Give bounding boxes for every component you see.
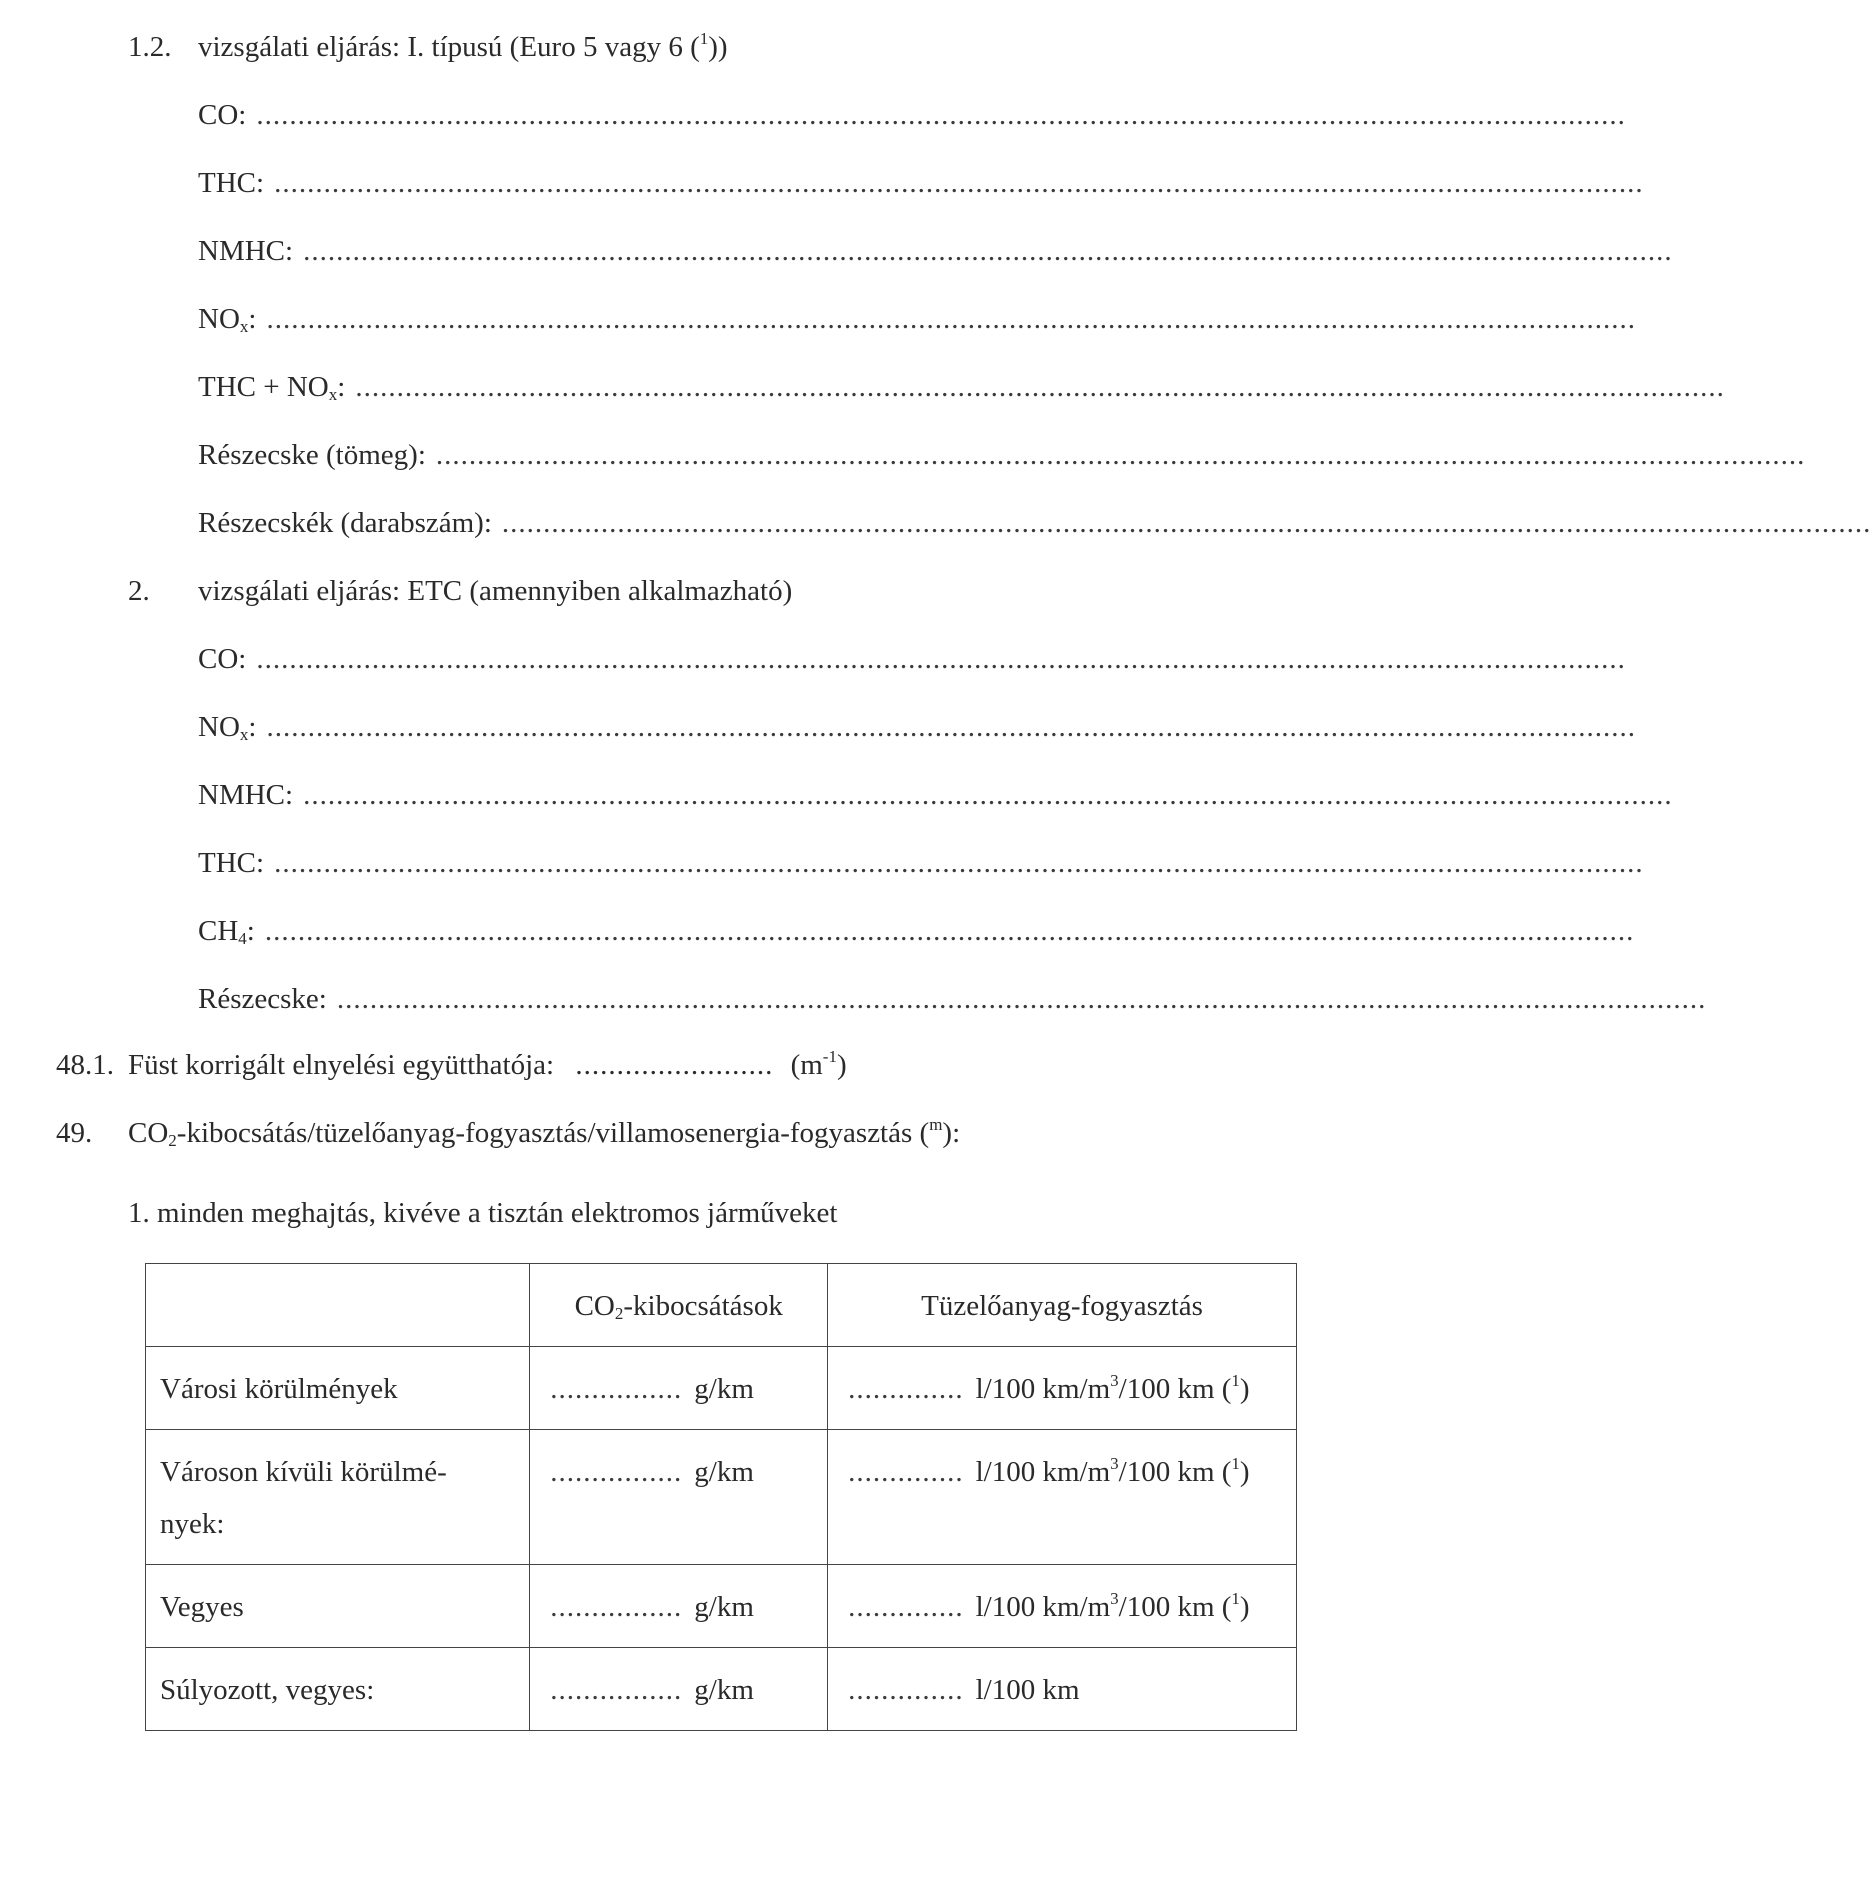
fill-in-dots: ...................................................................................................................................................................... xyxy=(336,983,1707,1015)
fill-in-dots: ...................................................................................................................................................................... xyxy=(501,507,1871,539)
subsection-title: 1. minden meghajtás, kivéve a tisztán elektromos járműveket xyxy=(128,1197,838,1229)
etc-nmhc-field[interactable] xyxy=(198,778,1673,812)
field-label: THC: xyxy=(198,847,265,879)
table-row xyxy=(146,1347,1297,1430)
unit-label: $(m^{-1})$ xyxy=(790,1047,847,1081)
co2-value-cell[interactable]: ................ g/km xyxy=(530,1347,828,1430)
etc-co-field[interactable] xyxy=(198,642,1626,676)
particulate-mass-field[interactable] xyxy=(198,438,1806,472)
field-label: NMHC: xyxy=(198,235,294,267)
etc-nox-field[interactable] xyxy=(198,710,1636,744)
fill-in-dots: ...................................................................................................................................................................... xyxy=(266,303,1636,335)
field-label: Részecske (tömeg): xyxy=(198,439,426,471)
nmhc-field[interactable] xyxy=(198,234,1673,268)
etc-particulate-field[interactable] xyxy=(198,982,1707,1016)
section-title: $CO_2-kibocsátás/tüzelőanyag-fogyasztás/villamosenergia$-fogyasztás ($^m$): xyxy=(128,1115,961,1150)
fuel-value-cell[interactable]: .............. l/100 $km/m^3/100$ km ($^1$) xyxy=(828,1347,1297,1430)
etc-ch4-field[interactable] xyxy=(198,914,1635,948)
section-number: 1.2. xyxy=(128,31,172,63)
table-header-fuel: Tüzelőanyag-fogyasztás xyxy=(828,1264,1297,1347)
fill-in-dots: ...................................................................................................................................................................... xyxy=(274,167,1644,199)
thc-field[interactable] xyxy=(198,166,1644,200)
field-label: NMHC: xyxy=(198,779,294,811)
table-header-co2: $CO_2$-kibocsátások xyxy=(530,1264,828,1347)
field-label: Füst korrigált elnyelési együtthatója: xyxy=(128,1049,555,1081)
table-row xyxy=(146,1648,1297,1731)
fill-in-dots: ...................................................................................................................................................................... xyxy=(256,99,1626,131)
section-title: vizsgálati eljárás: I. típusú (Euro 5 vagy 6 ($^1$)) xyxy=(198,29,728,63)
field-label: $NO_x$: xyxy=(198,711,257,744)
fill-in-dots: ........................ xyxy=(575,1049,774,1081)
thc-nox-field[interactable] xyxy=(198,370,1725,404)
field-label: Részecskék (darabszám): xyxy=(198,507,492,539)
field-label: Részecske: xyxy=(198,983,327,1015)
fill-in-dots: ...................................................................................................................................................................... xyxy=(355,371,1725,403)
smoke-absorption-field[interactable] xyxy=(128,1048,847,1082)
table-header-row xyxy=(146,1264,1297,1347)
fuel-value-cell[interactable]: .............. l/100 $km/m^3/100$ km ($^1$) xyxy=(828,1430,1297,1565)
fill-in-dots: ...................................................................................................................................................................... xyxy=(435,439,1806,471)
fill-in-dots: ...................................................................................................................................................................... xyxy=(303,235,1673,267)
table-header-empty xyxy=(146,1264,530,1347)
fill-in-dots: ...................................................................................................................................................................... xyxy=(303,779,1673,811)
field-label: $CH_4$: xyxy=(198,915,255,948)
table-row xyxy=(146,1430,1297,1565)
fill-in-dots: ...................................................................................................................................................................... xyxy=(274,847,1644,879)
field-label: CO: xyxy=(198,99,247,131)
co2-value-cell[interactable]: ................ g/km xyxy=(530,1565,828,1648)
co-field[interactable] xyxy=(198,98,1626,132)
fill-in-dots: ...................................................................................................................................................................... xyxy=(266,711,1636,743)
section-number: 2. xyxy=(128,575,150,607)
row-label: Városi körülmények xyxy=(146,1347,530,1430)
fill-in-dots: ...................................................................................................................................................................... xyxy=(256,643,1626,675)
row-label: Súlyozott, vegyes: xyxy=(146,1648,530,1731)
fuel-value-cell[interactable]: .............. l/100 km xyxy=(828,1648,1297,1731)
field-label: $NO_x$: xyxy=(198,303,257,336)
section-title: vizsgálati eljárás: ETC (amennyiben alkalmazható) xyxy=(198,575,793,607)
nox-field[interactable] xyxy=(198,302,1636,336)
fill-in-dots: ...................................................................................................................................................................... xyxy=(264,915,1635,947)
section-number: 48.1. xyxy=(56,1049,114,1081)
co2-value-cell[interactable]: ................ g/km xyxy=(530,1430,828,1565)
particle-number-field[interactable] xyxy=(198,506,1871,540)
fuel-value-cell[interactable]: .............. l/100 $km/m^3/100$ km ($^1$) xyxy=(828,1565,1297,1648)
field-label: THC + $NO_x$: xyxy=(198,371,346,404)
field-label: CO: xyxy=(198,643,247,675)
etc-thc-field[interactable] xyxy=(198,846,1644,880)
co2-fuel-table xyxy=(145,1263,1297,1731)
co2-value-cell[interactable]: ................ g/km xyxy=(530,1648,828,1731)
table-row xyxy=(146,1565,1297,1648)
section-number: 49. xyxy=(56,1117,93,1149)
field-label: THC: xyxy=(198,167,265,199)
row-label: Városon kívüli körülmé- nyek: xyxy=(146,1430,530,1565)
row-label: Vegyes xyxy=(146,1565,530,1648)
